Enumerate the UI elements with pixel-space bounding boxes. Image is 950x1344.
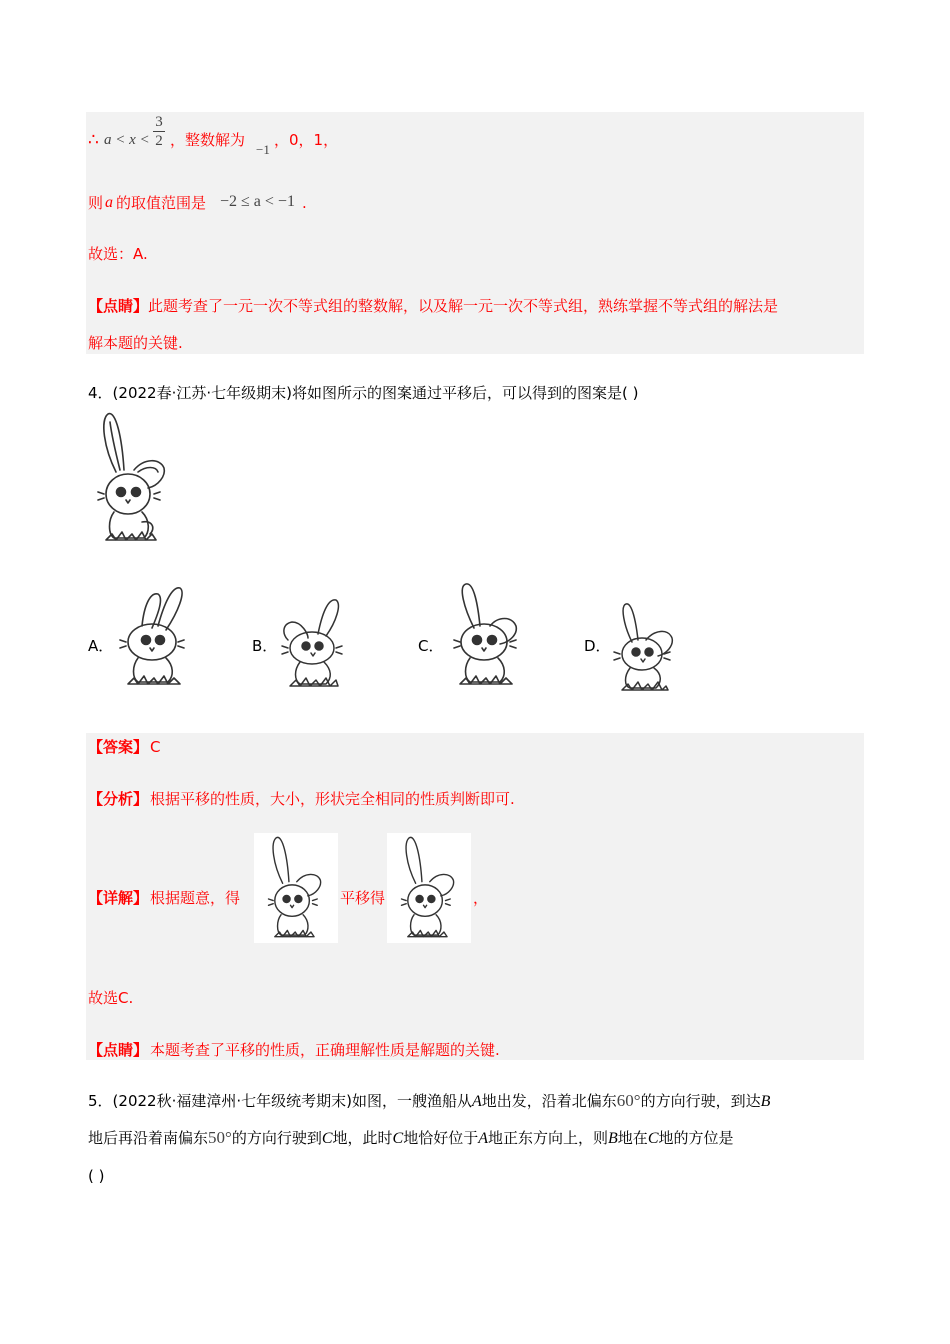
question-5-line-3: ( ): [88, 1167, 105, 1185]
q5-angle-60: 60°: [616, 1091, 641, 1110]
choose-answer-1: 故选：A.: [88, 245, 148, 263]
bunny-icon: [114, 582, 192, 692]
detail-text-3: ，: [473, 889, 489, 907]
range-variable: a: [105, 194, 113, 211]
option-b-label[interactable]: B．: [252, 637, 278, 655]
q5-point-b: B: [760, 1093, 771, 1110]
q5-text-c: 的方向行驶，到达: [640, 1092, 761, 1110]
option-b-bunny-image[interactable]: [278, 594, 348, 694]
option-d-label[interactable]: D．: [584, 637, 611, 655]
detail-text-2: 平移得: [340, 889, 386, 907]
question-5-line-1: [88, 1091, 770, 1112]
fraction-denominator: 2: [155, 133, 163, 149]
note-text-2: 本题考查了平移的性质，正确理解性质是解题的关键.: [150, 1041, 500, 1059]
option-d-bunny-image[interactable]: [612, 600, 678, 694]
q5-text-e: 的方向行驶到: [231, 1129, 322, 1147]
bunny-icon: [278, 594, 348, 694]
q5-text-g: 地恰好位于: [403, 1129, 479, 1147]
analysis-label: 【分析】: [88, 790, 149, 808]
q5-text-j: 地的方位是: [658, 1129, 734, 1147]
detail-text-1: 根据题意，得: [150, 889, 241, 907]
choose-answer-2: 故选C.: [88, 989, 134, 1007]
note-label-1: 【点睛】: [88, 297, 149, 315]
integer-solutions-text: ，整数解为: [170, 131, 246, 149]
detail-label: 【详解】: [88, 889, 149, 907]
q5-point-a-2: A: [478, 1130, 488, 1147]
detail-bunny-after: [387, 833, 471, 943]
q5-point-c-3: C: [647, 1130, 659, 1147]
q5-text-i: 地在: [617, 1129, 648, 1147]
q5-text-b: 地出发，沿着北偏东: [481, 1092, 617, 1110]
q5-point-c-2: C: [392, 1130, 404, 1147]
q5-point-a: A: [471, 1093, 482, 1110]
question-4-stem: 4．(2022春·江苏·七年级期末)将如图所示的图案通过平移后，可以得到的图案是( ): [88, 384, 639, 402]
neg-one-value: −1: [256, 142, 270, 157]
range-end: .: [302, 194, 307, 212]
note-text-1b: 解本题的关键.: [88, 334, 183, 352]
integer-solutions-rest: ，0，1，: [274, 131, 339, 149]
option-c-label[interactable]: C．: [418, 637, 444, 655]
option-c-bunny-image[interactable]: [448, 580, 526, 692]
fraction-three-halves: [153, 114, 165, 149]
bunny-icon: [448, 580, 526, 692]
q5-point-b-2: B: [608, 1130, 618, 1147]
q5-angle-50: 50°: [208, 1128, 232, 1147]
q5-text-d: 地后再沿着南偏东: [88, 1129, 209, 1147]
bunny-icon: [94, 408, 172, 548]
range-middle-text: 的取值范围是: [116, 194, 207, 212]
question-5-line-2: [88, 1128, 734, 1149]
bunny-icon: [612, 600, 678, 694]
range-prefix: 则: [88, 194, 104, 212]
note-text-1a: 此题考查了一元一次不等式组的整数解，以及解一元一次不等式组，熟练掌握不等式组的解法是: [148, 297, 779, 315]
detail-bunny-before: [254, 833, 338, 943]
note-label-2: 【点睛】: [88, 1041, 149, 1059]
inequality-left: a < x <: [104, 132, 150, 148]
bunny-icon: [387, 833, 471, 943]
answer-label: 【答案】: [88, 738, 149, 756]
q5-text-h: 地正东方向上，则: [488, 1129, 609, 1147]
analysis-text: 根据平移的性质，大小，形状完全相同的性质判断即可.: [150, 790, 515, 808]
option-a-label[interactable]: A．: [88, 637, 114, 655]
option-a-bunny-image[interactable]: [114, 582, 192, 692]
range-expression: −2 ≤ a < −1: [220, 193, 295, 210]
fraction-bar: [153, 131, 165, 132]
fraction-numerator: 3: [155, 114, 163, 130]
reference-bunny-image: [94, 408, 172, 548]
q5-text-f: 地，此时: [332, 1129, 393, 1147]
therefore-symbol: ∴: [88, 130, 99, 150]
bunny-icon: [254, 833, 338, 943]
q5-text-a: 5．(2022秋·福建漳州·七年级统考期末)如图，一艘渔船从: [88, 1092, 472, 1110]
answer-value: C: [150, 738, 161, 756]
q5-point-c-1: C: [321, 1130, 333, 1147]
